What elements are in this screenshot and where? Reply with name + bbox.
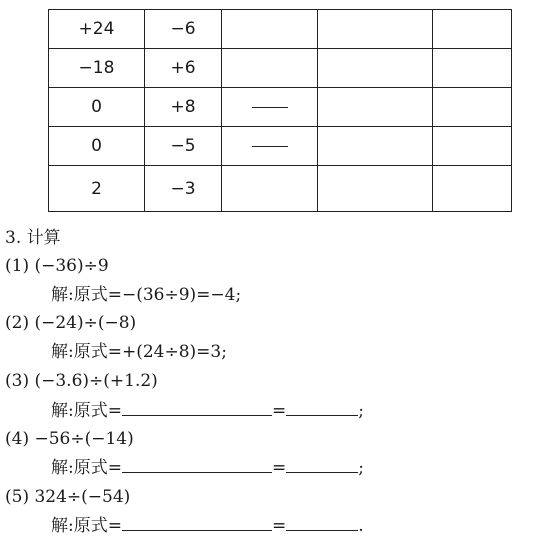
table-cell (222, 10, 318, 49)
division-table (48, 9, 512, 212)
problem-question: (5) 324÷(−54) (5, 487, 131, 507)
table-row (49, 127, 512, 166)
problem-solution (51, 457, 364, 479)
table-cell: +6 (145, 49, 222, 88)
table-cell (222, 127, 318, 166)
problem-solution: 解:原式=−(36÷9)=−4; (51, 285, 242, 305)
answer-blank[interactable] (286, 457, 358, 473)
table-row (49, 49, 512, 88)
table-cell (318, 10, 433, 49)
table-cell (222, 49, 318, 88)
table-row (49, 10, 512, 49)
answer-blank[interactable] (286, 400, 358, 416)
table-cell: −18 (49, 49, 145, 88)
table-cell (433, 127, 512, 166)
table-cell: +24 (49, 10, 145, 49)
answer-blank[interactable] (122, 457, 272, 473)
problem-solution (51, 400, 364, 422)
end-punctuation: ; (358, 401, 364, 421)
solution-prefix: 解:原式= (51, 401, 122, 421)
answer-blank[interactable] (122, 515, 272, 531)
table-row (49, 88, 512, 127)
table-cell: 0 (49, 88, 145, 127)
table-cell (222, 166, 318, 212)
equals-sign: = (271, 401, 287, 421)
table-cell (318, 88, 433, 127)
table-cell (318, 49, 433, 88)
table-cell (433, 10, 512, 49)
problem-question: (4) −56÷(−14) (5, 429, 134, 449)
equals-sign: = (271, 458, 287, 478)
table-cell (433, 88, 512, 127)
table-cell (222, 88, 318, 127)
answer-blank[interactable] (286, 515, 358, 531)
table-cell: −5 (145, 127, 222, 166)
answer-blank[interactable] (122, 400, 272, 416)
problem-solution (51, 515, 364, 537)
table-cell (318, 127, 433, 166)
table-cell: −3 (145, 166, 222, 212)
table-cell: −6 (145, 10, 222, 49)
end-punctuation: ; (358, 458, 364, 478)
problem-question: (3) (−3.6)÷(+1.2) (5, 371, 158, 391)
table-cell (318, 166, 433, 212)
dash-mark (252, 146, 288, 147)
problem-question: (1) (−36)÷9 (5, 256, 109, 276)
table-cell: +8 (145, 88, 222, 127)
end-punctuation: . (358, 516, 364, 536)
solution-prefix: 解:原式= (51, 458, 122, 478)
table-row (49, 166, 512, 212)
solution-prefix: 解:原式= (51, 516, 122, 536)
dash-mark (252, 107, 288, 108)
table-cell (433, 49, 512, 88)
equals-sign: = (271, 516, 287, 536)
table-cell (433, 166, 512, 212)
problem-question: (2) (−24)÷(−8) (5, 313, 137, 333)
problem-solution: 解:原式=+(24÷8)=3; (51, 342, 227, 362)
table-cell: 0 (49, 127, 145, 166)
table-cell: 2 (49, 166, 145, 212)
section-heading: 3. 计算 (5, 228, 61, 248)
